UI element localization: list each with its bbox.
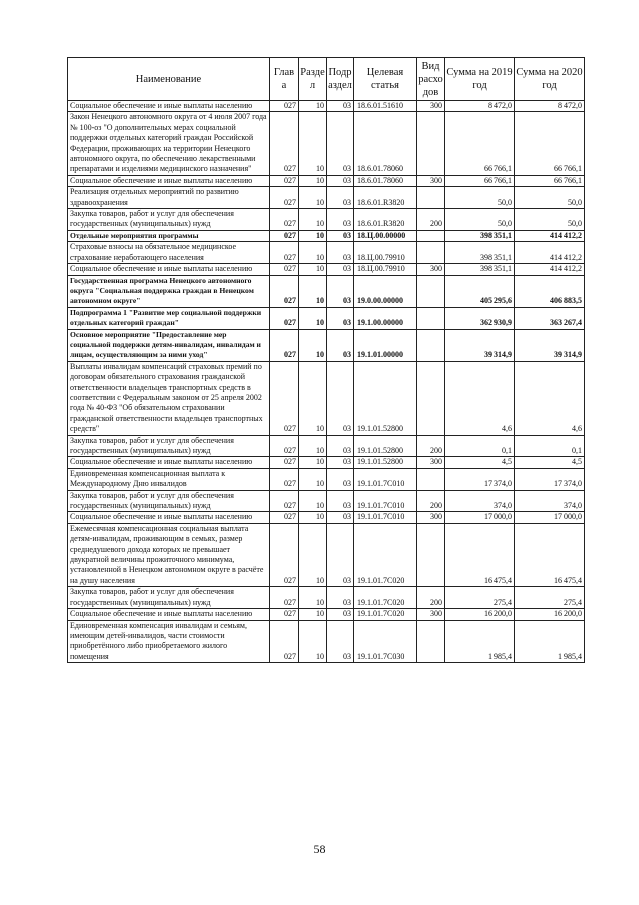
cell-article: 19.1.01.00000 (354, 329, 417, 361)
table-row (68, 112, 585, 175)
cell-razdel: 10 (299, 457, 327, 468)
cell-vid: 200 (417, 209, 445, 231)
cell-podrazdel: 03 (327, 175, 354, 186)
table-row (68, 101, 585, 112)
cell-name: Единовременная компенсация инвалидам и семьям, имеющим детей-инвалидов, части стоимости приобретённого либо приобретаемого жилого помещения (68, 620, 270, 663)
cell-name: Социальное обеспечение и иные выплаты населению (68, 512, 270, 523)
cell-vid (417, 361, 445, 435)
header-glava: Глав а (270, 58, 299, 101)
cell-glava: 027 (270, 490, 299, 512)
cell-name: Социальное обеспечение и иные выплаты населению (68, 609, 270, 620)
cell-sum-2020: 39 314,9 (515, 329, 585, 361)
cell-name: Закупка товаров, работ и услуг для обеспечения государственных (муниципальных) нужд (68, 209, 270, 231)
cell-article: 18.Ц.00.79910 (354, 264, 417, 275)
cell-sum-2020: 50,0 (515, 187, 585, 209)
cell-razdel: 10 (299, 112, 327, 175)
cell-name: Основное мероприятие "Предоставление мер социальной поддержки детям-инвалидам, инвалидам и лицам, осуществляющим за ними уход" (68, 329, 270, 361)
cell-sum-2019: 398 351,1 (445, 230, 515, 241)
cell-glava: 027 (270, 187, 299, 209)
cell-vid: 300 (417, 264, 445, 275)
table-row (68, 457, 585, 468)
cell-razdel: 10 (299, 512, 327, 523)
header-razdel: Разде л (299, 58, 327, 101)
cell-sum-2020: 1 985,4 (515, 620, 585, 663)
cell-podrazdel: 03 (327, 587, 354, 609)
table-row (68, 242, 585, 264)
table-row (68, 609, 585, 620)
cell-sum-2019: 405 295,6 (445, 275, 515, 307)
cell-podrazdel: 03 (327, 187, 354, 209)
cell-razdel: 10 (299, 523, 327, 586)
cell-vid: 200 (417, 435, 445, 457)
cell-podrazdel: 03 (327, 361, 354, 435)
cell-article: 18.6.01.R3820 (354, 209, 417, 231)
cell-sum-2019: 275,4 (445, 587, 515, 609)
cell-razdel: 10 (299, 468, 327, 490)
header-name: Наименование (68, 58, 270, 101)
cell-name: Ежемесячная компенсационная социальная выплата детям-инвалидам, проживающим в семьях, размер среднедушевого дохода которых не превышает двукратной величины прожиточного минимума, установленной в Ненецком автономном округе в расчёте на душу населения (68, 523, 270, 586)
cell-podrazdel: 03 (327, 512, 354, 523)
cell-sum-2020: 17 000,0 (515, 512, 585, 523)
header-sum-2019: Сумма на 2019 год (445, 58, 515, 101)
cell-razdel: 10 (299, 264, 327, 275)
cell-glava: 027 (270, 620, 299, 663)
budget-table (67, 57, 585, 663)
cell-sum-2019: 374,0 (445, 490, 515, 512)
cell-sum-2019: 398 351,1 (445, 264, 515, 275)
cell-sum-2019: 0,1 (445, 435, 515, 457)
cell-article: 18.Ц.00.00000 (354, 230, 417, 241)
cell-glava: 027 (270, 435, 299, 457)
cell-name: Социальное обеспечение и иные выплаты населению (68, 457, 270, 468)
table-row (68, 307, 585, 329)
table-row (68, 264, 585, 275)
cell-vid: 300 (417, 512, 445, 523)
cell-razdel: 10 (299, 275, 327, 307)
cell-sum-2020: 414 412,2 (515, 242, 585, 264)
cell-glava: 027 (270, 101, 299, 112)
cell-podrazdel: 03 (327, 620, 354, 663)
cell-sum-2020: 66 766,1 (515, 112, 585, 175)
cell-glava: 027 (270, 587, 299, 609)
table-row (68, 587, 585, 609)
cell-podrazdel: 03 (327, 523, 354, 586)
cell-sum-2020: 414 412,2 (515, 230, 585, 241)
cell-sum-2019: 16 475,4 (445, 523, 515, 586)
cell-article: 19.1.01.7С010 (354, 512, 417, 523)
cell-podrazdel: 03 (327, 307, 354, 329)
cell-glava: 027 (270, 264, 299, 275)
cell-sum-2020: 16 200,0 (515, 609, 585, 620)
cell-name: Закон Ненецкого автономного округа от 4 июля 2007 года № 100-оз "О дополнительных мерах социальной поддержки отдельных категорий граждан Российской Федерации, проживающих на территории Ненецкого автономного округа, по обеспечению лекарственными препаратами и изделиями медицинского назначения" (68, 112, 270, 175)
cell-glava: 027 (270, 242, 299, 264)
cell-article: 18.6.01.51610 (354, 101, 417, 112)
cell-name: Государственная программа Ненецкого автономного округа "Социальная поддержка граждан в Ненецком автономном округе" (68, 275, 270, 307)
cell-name: Отдельные мероприятия программы (68, 230, 270, 241)
cell-glava: 027 (270, 275, 299, 307)
cell-article: 19.1.01.7С020 (354, 609, 417, 620)
cell-article: 18.6.01.78060 (354, 175, 417, 186)
cell-name: Единовременная компенсационная выплата к Международному Дню инвалидов (68, 468, 270, 490)
cell-razdel: 10 (299, 187, 327, 209)
cell-vid: 300 (417, 457, 445, 468)
table-row (68, 435, 585, 457)
cell-sum-2019: 66 766,1 (445, 112, 515, 175)
cell-vid (417, 523, 445, 586)
cell-podrazdel: 03 (327, 230, 354, 241)
cell-sum-2020: 66 766,1 (515, 175, 585, 186)
cell-razdel: 10 (299, 209, 327, 231)
header-sum-2020: Сумма на 2020 год (515, 58, 585, 101)
cell-sum-2020: 374,0 (515, 490, 585, 512)
cell-sum-2020: 0,1 (515, 435, 585, 457)
cell-article: 18.6.01.R3820 (354, 187, 417, 209)
cell-razdel: 10 (299, 307, 327, 329)
cell-vid (417, 112, 445, 175)
cell-podrazdel: 03 (327, 468, 354, 490)
cell-sum-2020: 4,6 (515, 361, 585, 435)
cell-sum-2020: 363 267,4 (515, 307, 585, 329)
cell-glava: 027 (270, 329, 299, 361)
cell-vid: 300 (417, 609, 445, 620)
cell-article: 19.1.00.00000 (354, 307, 417, 329)
header-podrazdel: Подр аздел (327, 58, 354, 101)
cell-glava: 027 (270, 609, 299, 620)
cell-vid (417, 242, 445, 264)
cell-podrazdel: 03 (327, 209, 354, 231)
cell-vid: 300 (417, 101, 445, 112)
cell-sum-2020: 4,5 (515, 457, 585, 468)
cell-podrazdel: 03 (327, 490, 354, 512)
cell-vid: 200 (417, 490, 445, 512)
table-row (68, 275, 585, 307)
cell-article: 18.6.01.78060 (354, 112, 417, 175)
cell-podrazdel: 03 (327, 609, 354, 620)
cell-podrazdel: 03 (327, 242, 354, 264)
cell-glava: 027 (270, 209, 299, 231)
cell-article: 19.1.01.52800 (354, 457, 417, 468)
cell-vid: 200 (417, 587, 445, 609)
cell-podrazdel: 03 (327, 101, 354, 112)
cell-sum-2019: 362 930,9 (445, 307, 515, 329)
cell-name: Закупка товаров, работ и услуг для обеспечения государственных (муниципальных) нужд (68, 435, 270, 457)
header-vid: Вид расхо дов (417, 58, 445, 101)
cell-podrazdel: 03 (327, 457, 354, 468)
table-row (68, 468, 585, 490)
cell-vid (417, 230, 445, 241)
cell-sum-2020: 50,0 (515, 209, 585, 231)
cell-razdel: 10 (299, 101, 327, 112)
cell-glava: 027 (270, 307, 299, 329)
table-row (68, 329, 585, 361)
cell-vid: 300 (417, 175, 445, 186)
cell-sum-2019: 17 374,0 (445, 468, 515, 490)
cell-name: Подпрограмма 1 "Развитие мер социальной поддержки отдельных категорий граждан" (68, 307, 270, 329)
cell-glava: 027 (270, 468, 299, 490)
table-row (68, 523, 585, 586)
cell-sum-2019: 1 985,4 (445, 620, 515, 663)
cell-article: 19.1.01.7С010 (354, 468, 417, 490)
cell-sum-2019: 66 766,1 (445, 175, 515, 186)
cell-name: Реализация отдельных мероприятий по развитию здравоохранения (68, 187, 270, 209)
cell-name: Страховые взносы на обязательное медицинское страхование неработающего населения (68, 242, 270, 264)
cell-sum-2019: 50,0 (445, 209, 515, 231)
cell-razdel: 10 (299, 230, 327, 241)
cell-glava: 027 (270, 523, 299, 586)
cell-vid (417, 620, 445, 663)
cell-article: 19.1.01.7С020 (354, 587, 417, 609)
cell-sum-2019: 16 200,0 (445, 609, 515, 620)
cell-article: 19.1.01.52800 (354, 361, 417, 435)
cell-razdel: 10 (299, 587, 327, 609)
table-row (68, 175, 585, 186)
cell-name: Выплаты инвалидам компенсаций страховых премий по договорам обязательного страхования гражданской ответственности владельцев транспортных средств в соответствии с Федеральным законом от 25 апреля 2002 года № 40-ФЗ "Об обязательном страховании гражданской ответственности владельцев транспортных средств" (68, 361, 270, 435)
cell-glava: 027 (270, 512, 299, 523)
table-row (68, 209, 585, 231)
cell-vid (417, 468, 445, 490)
cell-sum-2019: 398 351,1 (445, 242, 515, 264)
table-row (68, 512, 585, 523)
cell-razdel: 10 (299, 242, 327, 264)
page-number: 58 (313, 842, 326, 856)
cell-name: Закупка товаров, работ и услуг для обеспечения государственных (муниципальных) нужд (68, 490, 270, 512)
table-row (68, 230, 585, 241)
cell-podrazdel: 03 (327, 329, 354, 361)
cell-razdel: 10 (299, 361, 327, 435)
cell-sum-2020: 8 472,0 (515, 101, 585, 112)
table-header-row (68, 58, 585, 101)
cell-article: 19.1.01.52800 (354, 435, 417, 457)
cell-article: 19.1.01.7С020 (354, 523, 417, 586)
cell-glava: 027 (270, 361, 299, 435)
table-row (68, 490, 585, 512)
table-row (68, 361, 585, 435)
cell-name: Социальное обеспечение и иные выплаты населению (68, 175, 270, 186)
cell-sum-2020: 17 374,0 (515, 468, 585, 490)
cell-razdel: 10 (299, 329, 327, 361)
cell-vid (417, 329, 445, 361)
cell-sum-2019: 39 314,9 (445, 329, 515, 361)
cell-glava: 027 (270, 230, 299, 241)
header-article: Целевая статья (354, 58, 417, 101)
cell-article: 18.Ц.00.79910 (354, 242, 417, 264)
cell-sum-2019: 4,5 (445, 457, 515, 468)
cell-name: Социальное обеспечение и иные выплаты населению (68, 264, 270, 275)
cell-glava: 027 (270, 175, 299, 186)
cell-sum-2019: 17 000,0 (445, 512, 515, 523)
cell-razdel: 10 (299, 435, 327, 457)
cell-sum-2019: 8 472,0 (445, 101, 515, 112)
table-row (68, 187, 585, 209)
cell-podrazdel: 03 (327, 112, 354, 175)
cell-article: 19.1.01.7С010 (354, 490, 417, 512)
cell-razdel: 10 (299, 175, 327, 186)
cell-vid (417, 275, 445, 307)
cell-podrazdel: 03 (327, 264, 354, 275)
cell-podrazdel: 03 (327, 435, 354, 457)
cell-razdel: 10 (299, 620, 327, 663)
cell-name: Социальное обеспечение и иные выплаты населению (68, 101, 270, 112)
cell-sum-2020: 16 475,4 (515, 523, 585, 586)
cell-article: 19.0.00.00000 (354, 275, 417, 307)
cell-vid (417, 307, 445, 329)
cell-glava: 027 (270, 112, 299, 175)
cell-glava: 027 (270, 457, 299, 468)
table-row (68, 620, 585, 663)
cell-razdel: 10 (299, 609, 327, 620)
cell-sum-2019: 50,0 (445, 187, 515, 209)
cell-sum-2020: 414 412,2 (515, 264, 585, 275)
cell-sum-2019: 4,6 (445, 361, 515, 435)
cell-vid (417, 187, 445, 209)
cell-name: Закупка товаров, работ и услуг для обеспечения государственных (муниципальных) нужд (68, 587, 270, 609)
cell-article: 19.1.01.7С030 (354, 620, 417, 663)
table-body (68, 101, 585, 663)
cell-sum-2020: 406 883,5 (515, 275, 585, 307)
cell-sum-2020: 275,4 (515, 587, 585, 609)
cell-podrazdel: 03 (327, 275, 354, 307)
cell-razdel: 10 (299, 490, 327, 512)
